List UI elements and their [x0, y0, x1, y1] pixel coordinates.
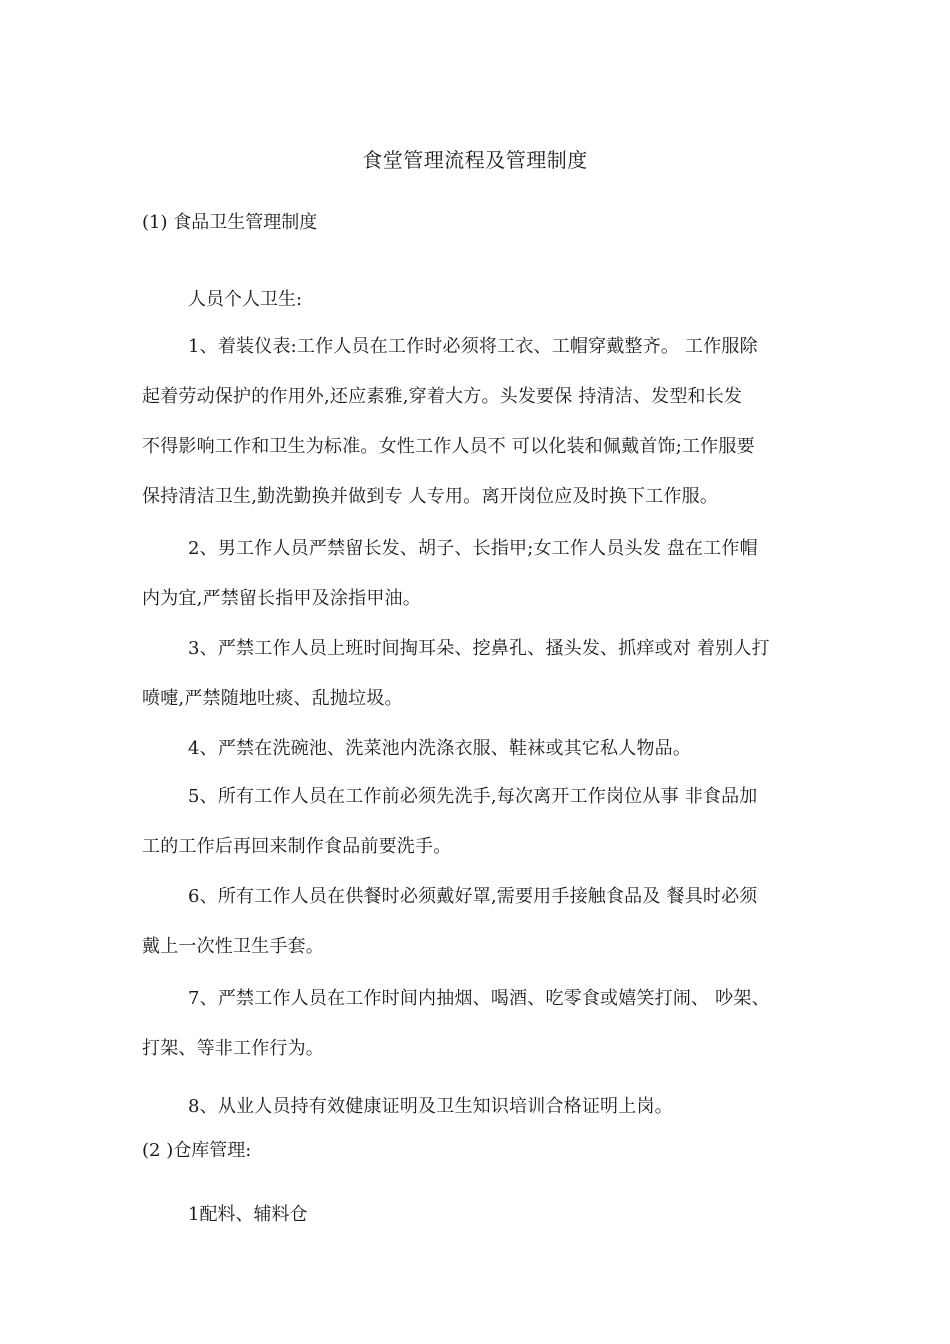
paragraph-line: 内为宜,严禁留长指甲及涂指甲油。	[142, 588, 421, 609]
paragraph-line: 不得影响工作和卫生为标准。女性工作人员不 可以化装和佩戴首饰;工作服要	[142, 436, 755, 457]
subheading-personal-hygiene: 人员个人卫生:	[188, 289, 303, 310]
paragraph-line: 3、严禁工作人员上班时间掏耳朵、挖鼻孔、搔头发、抓痒或对 着别人打	[188, 638, 770, 659]
paragraph-line: 喷嚏,严禁随地吐痰、乱抛垃圾。	[142, 688, 403, 709]
paragraph-line: 工的工作后再回来制作食品前要洗手。	[142, 836, 452, 857]
paragraph-line: 5、所有工作人员在工作前必须先洗手,每次离开工作岗位从事 非食品加	[188, 786, 758, 807]
paragraph-line: 7、严禁工作人员在工作时间内抽烟、喝酒、吃零食或嬉笑打闹、 吵架、	[188, 988, 770, 1009]
paragraph-line: 戴上一次性卫生手套。	[142, 936, 324, 957]
section-heading-warehouse: (2 )仓库管理:	[142, 1140, 252, 1161]
paragraph-line: 2、男工作人员严禁留长发、胡子、长指甲;女工作人员头发 盘在工作帽	[188, 538, 758, 559]
paragraph-line: 6、所有工作人员在供餐时必须戴好罩,需要用手接触食品及 餐具时必须	[188, 886, 758, 907]
section-heading-food-hygiene: (1) 食品卫生管理制度	[142, 212, 318, 233]
paragraph-line: 8、从业人员持有效健康证明及卫生知识培训合格证明上岗。	[188, 1096, 673, 1117]
paragraph-line: 4、严禁在洗碗池、洗菜池内洗涤衣服、鞋袜或其它私人物品。	[188, 738, 692, 759]
paragraph-line: 1、着装仪表:工作人员在工作时必须将工衣、工帽穿戴整齐。 工作服除	[188, 336, 758, 357]
subheading-ingredient-storage: 1配料、辅料仓	[188, 1204, 308, 1225]
document-title: 食堂管理流程及管理制度	[362, 148, 588, 172]
paragraph-line: 保持清洁卫生,勤洗勤换并做到专 人专用。离开岗位应及时换下工作服。	[142, 486, 719, 507]
paragraph-line: 打架、等非工作行为。	[142, 1038, 324, 1059]
paragraph-line: 起着劳动保护的作用外,还应素雅,穿着大方。头发要保 持清洁、发型和长发	[142, 386, 743, 407]
